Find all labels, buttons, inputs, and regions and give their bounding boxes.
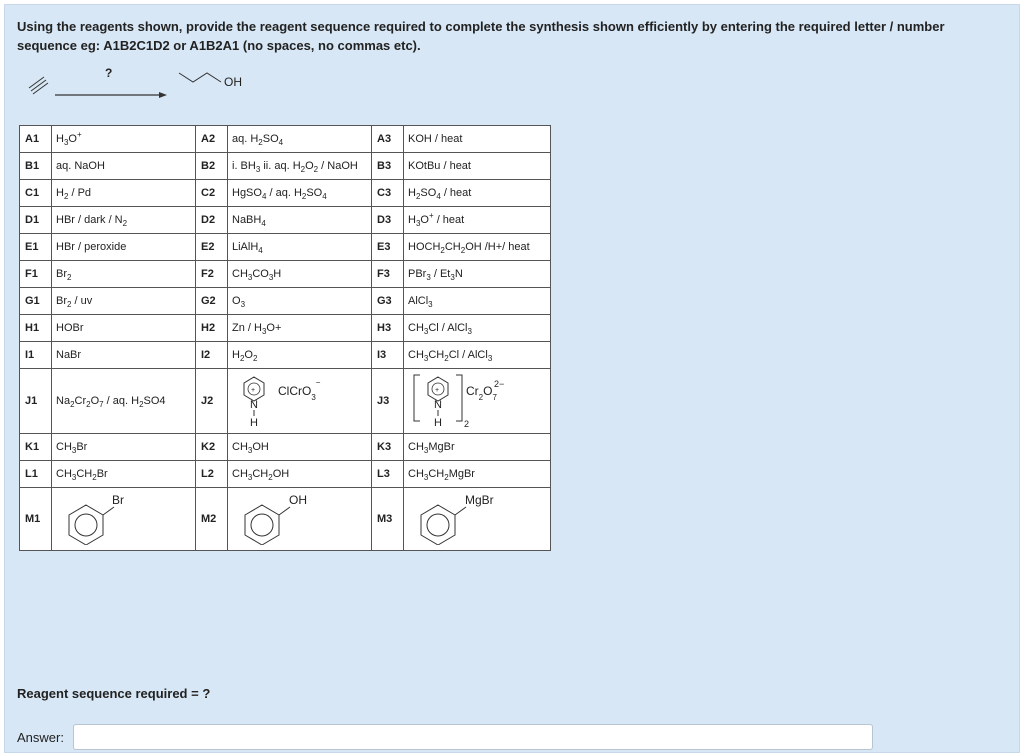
reagent-code: I2 (196, 342, 228, 369)
reagent-cell: HOBr (52, 315, 196, 342)
reagent-code: B1 (20, 153, 52, 180)
bromobenzene-structure (56, 491, 186, 545)
alkyne-structure (29, 77, 48, 94)
nitrogen-label: N (434, 398, 442, 411)
reagent-cell: $H_3O^+$ / heat (404, 207, 551, 234)
reagent-marker: ? (105, 66, 113, 80)
reagent-code: F2 (196, 261, 228, 288)
table-row (20, 315, 551, 342)
reagent-cell: $CH_3CO_3H$ (228, 261, 372, 288)
reagent-code: G3 (372, 288, 404, 315)
reaction-scheme (17, 63, 317, 113)
reagent-cell: $CH_3Cl$ / AlCl$_3$ (404, 315, 551, 342)
substituent-label: MgBr (465, 492, 494, 507)
reagent-cell: aq. NaOH (52, 153, 196, 180)
reagent-cell: i. $BH_3$ ii. aq. $H_2O_2$ / NaOH (228, 153, 372, 180)
answer-label: Answer: (17, 730, 64, 745)
reagent-code: J1 (20, 369, 52, 434)
reagent-cell: $CH_3OH$ (228, 434, 372, 461)
reagent-cell: HgSO$_4$ / aq. $H_2SO_4$ (228, 180, 372, 207)
table-row (20, 342, 551, 369)
anion-label: ClCrO$_3$− (278, 377, 321, 401)
phenol-structure (232, 491, 362, 545)
reagent-code: H3 (372, 315, 404, 342)
reagent-code: I3 (372, 342, 404, 369)
hydrogen-label: H (250, 416, 258, 429)
reagent-cell: $H_3O^+$ (52, 126, 196, 153)
phenylmagnesium-bromide-structure (408, 491, 546, 545)
reagent-cell: $CH_3CH_2Br$ (52, 461, 196, 488)
question-text: Using the reagents shown, provide the reagent sequence required to complete the synthesis shown efficiently by entering the required letter / number sequence eg: A1B2C1D2 or A1B2A1 (no spaces, no commas etc). (17, 19, 945, 53)
reagent-code: D3 (372, 207, 404, 234)
reagent-cell: LiAlH$_4$ (228, 234, 372, 261)
reagent-cell: $Na_2Cr_2O_7$ / aq. $H_2SO4$ (52, 369, 196, 434)
reagent-cell-phenol (228, 488, 372, 551)
count-label: 2 (464, 418, 470, 429)
table-row (20, 369, 551, 434)
reagent-code: A1 (20, 126, 52, 153)
reagent-cell: AlCl$_3$ (404, 288, 551, 315)
reagent-table (19, 125, 551, 551)
reagent-code: C2 (196, 180, 228, 207)
reagent-cell-pcc (228, 369, 372, 434)
reagent-cell: $Zn / H_3O+$ (228, 315, 372, 342)
product-structure (179, 73, 242, 89)
reagent-code: M1 (20, 488, 52, 551)
reagent-code: L2 (196, 461, 228, 488)
reagent-code: E1 (20, 234, 52, 261)
reagent-code: F3 (372, 261, 404, 288)
reagent-cell: $CH_3CH_2Cl$ / AlCl$_3$ (404, 342, 551, 369)
substituent-label: Br (112, 492, 124, 507)
reagent-cell: NaBH$_4$ (228, 207, 372, 234)
reagent-cell: HBr / dark / $N_2$ (52, 207, 196, 234)
charge-plus: + (435, 386, 440, 394)
reagent-cell: NaBr (52, 342, 196, 369)
table-row (20, 288, 551, 315)
reagent-cell: $Br_2$ (52, 261, 196, 288)
charge-plus: + (251, 386, 256, 394)
table-row (20, 126, 551, 153)
table-row (20, 261, 551, 288)
table-row (20, 180, 551, 207)
reagent-code: I1 (20, 342, 52, 369)
reagent-code: D1 (20, 207, 52, 234)
reagent-cell: $CH_3MgBr$ (404, 434, 551, 461)
table-row (20, 461, 551, 488)
reagent-sequence-prompt: Reagent sequence required = ? (17, 686, 211, 701)
reagent-code: K1 (20, 434, 52, 461)
reagent-code: J2 (196, 369, 228, 434)
reagent-code: D2 (196, 207, 228, 234)
reagent-cell: $Br_2$ / uv (52, 288, 196, 315)
reagent-code: L3 (372, 461, 404, 488)
reagent-cell: KOH / heat (404, 126, 551, 153)
reagent-code: E2 (196, 234, 228, 261)
charge-label: 2− (494, 378, 505, 389)
substituent-label: OH (289, 492, 307, 507)
reagent-code: M3 (372, 488, 404, 551)
reagent-code: A3 (372, 126, 404, 153)
reagent-code: B2 (196, 153, 228, 180)
reagent-cell: $O_3$ (228, 288, 372, 315)
reagent-cell: $H_2$ / Pd (52, 180, 196, 207)
table-row (20, 207, 551, 234)
pdc-structure (408, 371, 546, 429)
reagent-code: K2 (196, 434, 228, 461)
pcc-structure (232, 371, 362, 429)
reagent-code: B3 (372, 153, 404, 180)
reagent-cell: $CH_3Br$ (52, 434, 196, 461)
reagent-code: C1 (20, 180, 52, 207)
reagent-cell: $H_2O_2$ (228, 342, 372, 369)
reagent-cell: aq. $H_2SO_4$ (228, 126, 372, 153)
hydrogen-label: H (434, 416, 442, 429)
reagent-cell: $CH_3CH_2MgBr$ (404, 461, 551, 488)
reagent-cell-phmgbr (404, 488, 551, 551)
reagent-code: G1 (20, 288, 52, 315)
reagent-cell: $PBr_3 / Et_3N$ (404, 261, 551, 288)
reagent-cell-bromobenzene (52, 488, 196, 551)
reagent-code: A2 (196, 126, 228, 153)
reagent-cell: KOtBu / heat (404, 153, 551, 180)
question-panel (4, 4, 1020, 753)
reagent-code: M2 (196, 488, 228, 551)
reagent-cell: $H_2SO_4$ / heat (404, 180, 551, 207)
reagent-code: H1 (20, 315, 52, 342)
anion-label: $Cr_2O_7$ (466, 383, 497, 401)
reagent-code: H2 (196, 315, 228, 342)
nitrogen-label: N (250, 398, 258, 411)
reagent-cell-pdc (404, 369, 551, 434)
reagent-cell: $CH_3CH_2OH$ (228, 461, 372, 488)
table-row (20, 234, 551, 261)
reagent-code: C3 (372, 180, 404, 207)
product-oh-label: OH (224, 75, 242, 89)
reagent-code: K3 (372, 434, 404, 461)
table-row (20, 153, 551, 180)
table-row (20, 434, 551, 461)
table-row (20, 488, 551, 551)
reagent-cell: $HOCH_2CH_2OH$ /H+/ heat (404, 234, 551, 261)
reagent-code: G2 (196, 288, 228, 315)
reagent-code: J3 (372, 369, 404, 434)
answer-input[interactable] (73, 724, 873, 750)
reagent-code: F1 (20, 261, 52, 288)
reagent-cell: HBr / peroxide (52, 234, 196, 261)
reagent-code: E3 (372, 234, 404, 261)
reagent-code: L1 (20, 461, 52, 488)
